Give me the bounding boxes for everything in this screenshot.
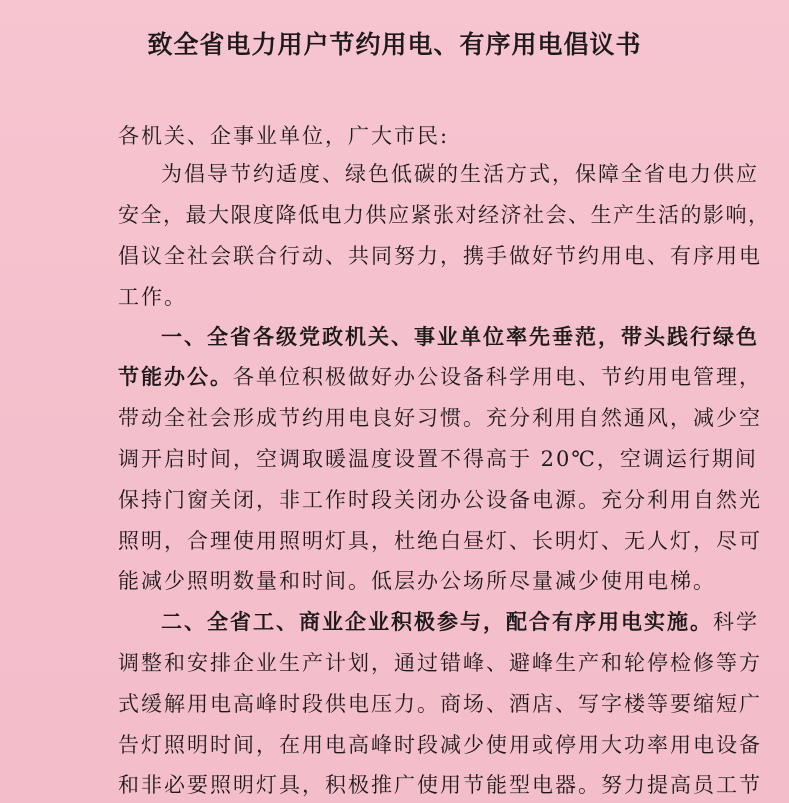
section1-line [118, 362, 762, 392]
intro-line: 倡议全社会联合行动、共同努力，携手做好节约用电、有序用电 [118, 244, 762, 268]
section2-line: 调整和安排企业生产计划，通过错峰、避峰生产和轮停检修等方 [118, 651, 762, 675]
section1-heading: 一、全省各级党政机关、事业单位率先垂范，带头践行绿色 [161, 324, 759, 349]
section2-heading-line [161, 607, 759, 637]
section1-line: 带动全社会形成节约用电良好习惯。充分利用自然通风，减少空 [118, 406, 762, 430]
salutation: 各机关、企事业单位，广大市民: [118, 124, 450, 148]
section1-line-rest: 各单位积极做好办公设备科学用电、节约用电管理， [233, 365, 762, 389]
section1-line: 调开启时间，空调取暖温度设置不得高于 20℃，空调运行期间 [118, 447, 758, 471]
section1-line: 照明，合理使用照明灯具，杜绝白昼灯、长明灯、无人灯，尽可 [118, 529, 762, 553]
section2-heading-rest: 科学 [713, 610, 759, 634]
document-title: 致全省电力用户节约用电、有序用电倡议书 [147, 30, 642, 59]
section1-line: 保持门窗关闭，非工作时段关闭办公设备电源。充分利用自然光 [118, 488, 762, 512]
section2-line: 和非必要照明灯具，积极推广使用节能型电器。努力提高员工节 [118, 773, 762, 797]
intro-line: 工作。 [118, 285, 187, 309]
section1-heading-tail: 节能办公。 [118, 364, 233, 389]
intro-line: 为倡导节约适度、绿色低碳的生活方式，保障全省电力供应 [161, 162, 759, 186]
section2-line: 式缓解用电高峰时段供电压力。商场、酒店、写字楼等要缩短广 [118, 692, 762, 716]
section2-heading: 二、全省工、商业企业积极参与，配合有序用电实施。 [161, 609, 713, 634]
intro-line: 安全，最大限度降低电力供应紧张对经济社会、生产生活的影响， [118, 203, 771, 227]
section2-line: 告灯照明时间，在用电高峰时段减少使用或停用大功率用电设备 [118, 733, 762, 757]
section1-line: 能减少照明数量和时间。低层办公场所尽量减少使用电梯。 [118, 569, 716, 593]
